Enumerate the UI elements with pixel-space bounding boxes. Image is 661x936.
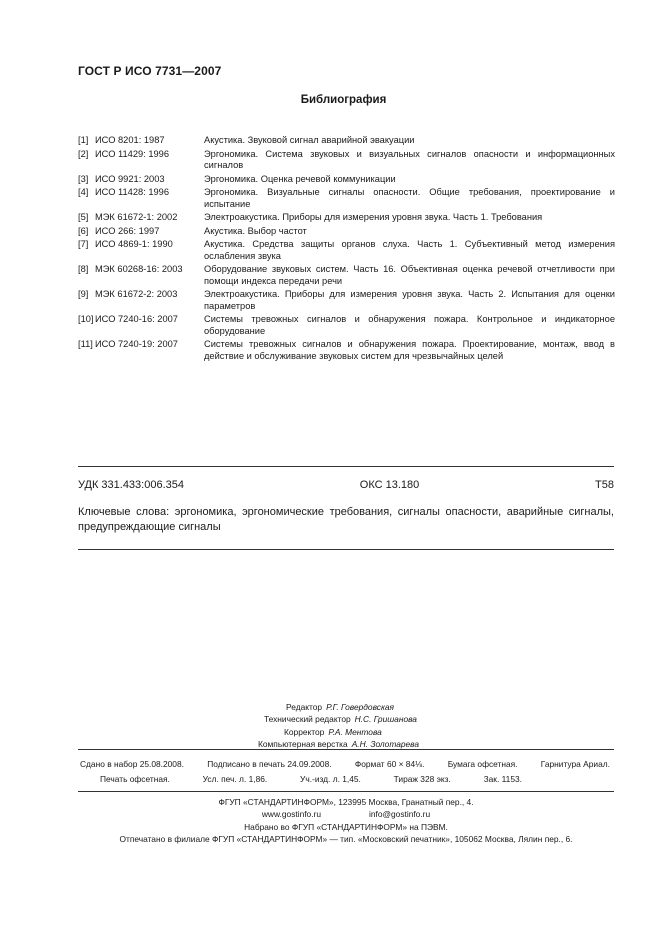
entry-code: ИСО 266: 1997 [95,225,160,236]
bibliography-entry [78,339,615,362]
publishing-field: Усл. печ. л. 1,86. [202,774,268,784]
footer [78,796,614,845]
entry-code: ИСО 7240-19: 2007 [95,339,178,350]
entry-title: Эргономика. Оценка речевой коммуникации [204,173,396,184]
bibliography-entry [78,174,615,185]
publisher-address: ФГУП «СТАНДАРТИНФОРМ», 123995 Москва, Гранатный пер., 4. [218,797,474,807]
website-link[interactable]: www.gostinfo.ru [261,809,321,820]
category-code: Т58 [595,479,614,491]
bibliography-list [78,135,615,364]
entry-code: ИСО 11428: 1996 [95,187,170,198]
credit-role: Редактор [286,702,323,712]
footer-rule [78,791,614,792]
entry-number: [5] [78,212,89,223]
credits-rule [78,749,614,750]
publishing-field: Бумага офсетная. [447,759,518,769]
credit-name: Р.А. Ментова [328,726,382,737]
typeset-note: Набрано во ФГУП «СТАНДАРТИНФОРМ» на ПЭВМ. [244,821,448,832]
entry-title: Акустика. Выбор частот [204,225,307,236]
credit-role: Корректор [284,726,325,737]
bibliography-entry [78,264,615,287]
credit-name: А.Н. Золотарева [351,739,420,750]
bottom-rule [78,549,614,550]
printed-note: Отпечатано в филиале ФГУП «СТАНДАРТИНФОРМ» — тип. «Московский печатник», 105062 Москва, Лялин пер., 6. [119,833,573,844]
entry-code: МЭК 61672-1: 2002 [95,212,178,223]
top-rule [78,466,614,467]
entry-code: МЭК 60268-16: 2003 [95,264,183,275]
credit-line [200,713,500,725]
entry-number: [8] [78,264,89,275]
publishing-field: Формат 60 × 84⅛. [354,759,425,769]
entry-title: Электроакустика. Приборы для измерения уровня звука. Часть 1. Требования [204,212,543,223]
entry-title: Акустика. Звуковой сигнал аварийной эвакуации [204,135,415,145]
credit-role: Технический редактор [264,714,351,725]
credit-name: Р.Г. Говердовская [326,702,395,712]
document-header: ГОСТ Р ИСО 7731—2007 [78,64,222,78]
publishing-field: Зак. 1153. [483,774,522,784]
publishing-field: Тираж 328 экз. [393,774,451,784]
bibliography-entry [78,314,615,337]
publishing-line-2 [80,772,610,788]
entry-code: ИСО 4869-1: 1990 [95,239,173,250]
keywords: Ключевые слова: эргономика, эргономические требования, сигналы опасности, аварийные сигналы, предупреждающие сигналы [78,506,614,533]
email-link[interactable]: info@gostinfo.ru [369,809,431,820]
entry-code: МЭК 61672-2: 2003 [95,289,178,300]
entry-code: ИСО 11429: 1996 [95,148,170,159]
entry-title: Оборудование звуковых систем. Часть 16. Объективная оценка речевой отчетливости при помощи индекса передачи речи [204,264,615,286]
entry-number: [11] [78,339,93,350]
entry-title: Электроакустика. Приборы для измерения уровня звука. Часть 2. Испытания для оценки параметров [204,289,615,311]
bibliography-entry [78,239,615,262]
entry-code: ИСО 7240-16: 2007 [95,314,178,325]
publishing-field: Гарнитура Ариал. [540,759,610,769]
bibliography-title: Библиография [300,94,387,106]
bibliography-entry [78,135,615,146]
credits-block [200,701,500,751]
bibliography-entry [78,149,615,172]
entry-number: [10] [78,314,94,325]
bibliography-entry [78,187,615,210]
credit-name: Н.С. Гришанова [354,714,417,725]
entry-code: ИСО 8201: 1987 [95,135,165,145]
bibliography-entry [78,212,615,223]
publishing-field: Уч.-изд. л. 1,45. [300,774,361,784]
udk-code: УДК 331.433:006.354 [78,479,184,491]
publishing-field: Печать офсетная. [100,774,170,784]
credit-role: Компьютерная верстка [258,739,348,750]
entry-title: Эргономика. Визуальные сигналы опасности. Общие требования, проектирование и испытание [204,187,615,209]
bibliography-entry [78,226,615,237]
entry-code: ИСО 9921: 2003 [95,173,165,184]
bibliography-entry [78,289,615,312]
entry-number: [3] [78,173,89,184]
oks-code: ОКС 13.180 [359,479,420,491]
entry-number: [4] [78,187,89,198]
entry-title: Акустика. Средства защиты органов слуха. Часть 1. Субъективный метод измерения ослабления звука [204,239,615,261]
entry-number: [1] [78,135,89,145]
entry-title: Системы тревожных сигналов и обнаружения пожара. Проектирование, монтаж, ввод в действие и обслуживание звуковых систем для чрезвычайных целей [204,339,615,361]
entry-number: [6] [78,225,89,236]
publishing-field: Подписано в печать 24.09.2008. [207,759,332,769]
entry-number: [9] [78,289,89,300]
entry-title: Системы тревожных сигналов и обнаружения пожара. Контрольное и индикаторное оборудование [204,314,615,336]
classification-row [78,479,614,491]
entry-number: [7] [78,239,89,250]
contacts [78,808,614,820]
publishing-line-1 [80,757,610,773]
entry-title: Эргономика. Система звуковых и визуальных сигналов опасности и информационных сигналов [204,148,615,170]
credit-line [200,701,500,713]
credit-line [200,726,500,738]
entry-number: [2] [78,148,89,159]
publishing-field: Сдано в набор 25.08.2008. [80,759,184,769]
